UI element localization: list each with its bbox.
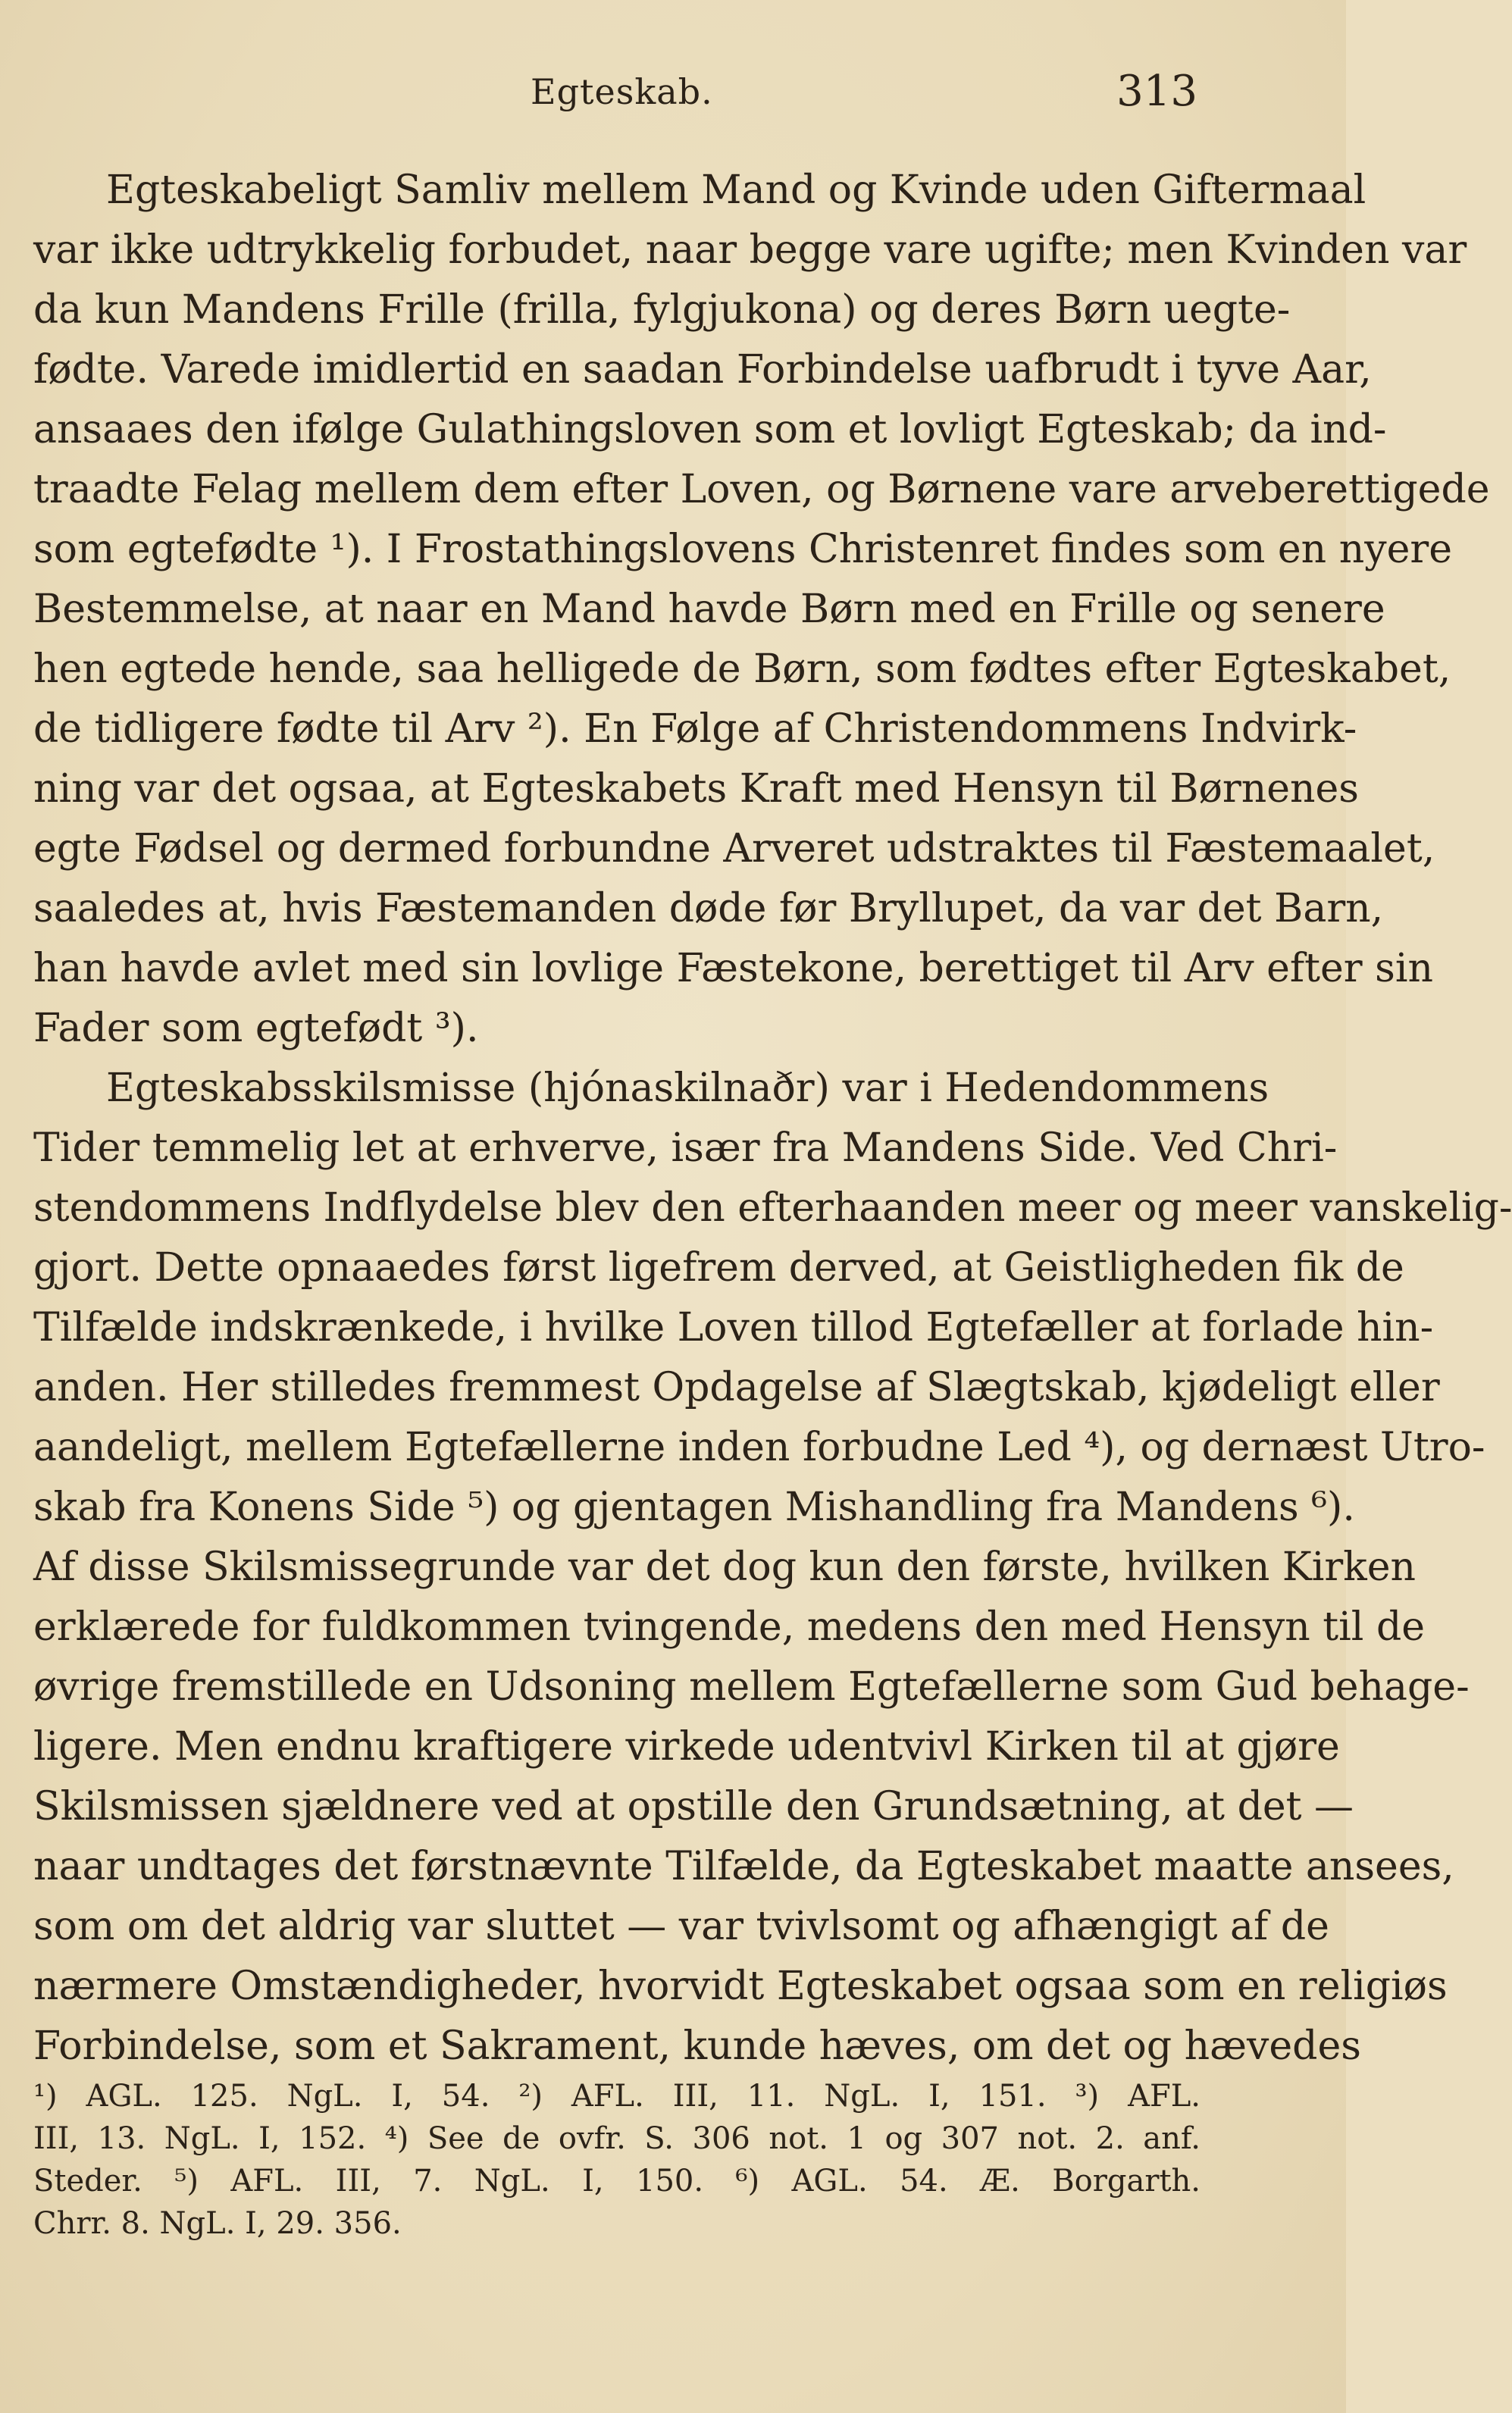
footnote-line: Steder. ⁵) AFL. III, 7. NgL. I, 150. ⁶) AGL. 54. Æ. Borgarth. — [33, 2164, 1201, 2199]
text-line: ning var det ogsaa, at Egteskabets Kraft med Hensyn til Børnenes — [33, 766, 1359, 812]
text-line: erklærede for fuldkommen tvingende, medens den med Hensyn til de — [33, 1604, 1426, 1650]
text-line: gjort. Dette opnaaedes først ligefrem derved, at Geistligheden fik de — [33, 1245, 1404, 1291]
text-line: Bestemmelse, at naar en Mand havde Børn med en Frille og senere — [33, 587, 1385, 632]
text-line: hen egtede hende, saa helligede de Børn, som fødtes efter Egteskabet, — [33, 646, 1451, 692]
text-line: som egtefødte ¹). I Frostathingslovens Christenret findes som en nyere — [33, 527, 1452, 572]
text-line: da kun Mandens Frille (frilla, fylgjukona) og deres Børn uegte- — [33, 287, 1291, 333]
text-line: Forbindelse, som et Sakrament, kunde hæves, om det og hævedes — [33, 2023, 1361, 2069]
text-line: traadte Felag mellem dem efter Loven, og Børnene vare arveberettigede — [33, 467, 1490, 512]
text-line: aandeligt, mellem Egtefællerne inden forbudne Led ⁴), og dernæst Utro- — [33, 1425, 1485, 1470]
text-line: saaledes at, hvis Fæstemanden døde før Bryllupet, da var det Barn, — [33, 886, 1384, 931]
page-header — [0, 67, 1346, 127]
footnote-line: Chrr. 8. NgL. I, 29. 356. — [33, 2206, 402, 2241]
text-line: de tidligere fødte til Arv ²). En Følge af Christendommens Indvirk- — [33, 706, 1357, 752]
text-line: Egteskabeligt Samliv mellem Mand og Kvinde uden Giftermaal — [106, 167, 1366, 213]
text-line: fødte. Varede imidlertid en saadan Forbindelse uafbrudt i tyve Aar, — [33, 347, 1372, 393]
text-line: var ikke udtrykkelig forbudet, naar begge vare ugifte; men Kvinden var — [33, 227, 1467, 273]
page-number: 313 — [1116, 67, 1197, 116]
running-title: Egteskab. — [531, 71, 713, 112]
text-line: han havde avlet med sin lovlige Fæstekone, berettiget til Arv efter sin — [33, 946, 1433, 991]
text-line: skab fra Konens Side ⁵) og gjentagen Mishandling fra Mandens ⁶). — [33, 1485, 1355, 1530]
text-line: Tilfælde indskrænkede, i hvilke Loven tillod Egtefæller at forlade hin- — [33, 1305, 1434, 1350]
footnotes — [33, 2075, 1201, 2245]
text-line: ansaaes den ifølge Gulathingsloven som et lovligt Egteskab; da ind- — [33, 407, 1387, 452]
text-line: Fader som egtefødt ³). — [33, 1006, 479, 1051]
text-line: Egteskabsskilsmisse (hjónaskilnaðr) var i Hedendommens — [106, 1066, 1269, 1111]
text-line: som om det aldrig var sluttet — var tvivlsomt og afhængigt af de — [33, 1904, 1329, 1949]
text-line: ligere. Men endnu kraftigere virkede udentvivl Kirken til at gjøre — [33, 1724, 1340, 1770]
text-line: naar undtages det førstnævnte Tilfælde, da Egteskabet maatte ansees, — [33, 1844, 1454, 1889]
text-line: nærmere Omstændigheder, hvorvidt Egteskabet ogsaa som en religiøs — [33, 1964, 1448, 2009]
text-line: egte Fødsel og dermed forbundne Arveret udstraktes til Fæstemaalet, — [33, 826, 1435, 872]
text-line: øvrige fremstillede en Udsoning mellem Egtefællerne som Gud behage- — [33, 1664, 1470, 1710]
text-line: Skilsmissen sjældnere ved at opstille den Grundsætning, at det — — [33, 1784, 1354, 1829]
text-line: stendommens Indflydelse blev den efterhaanden meer og meer vanskelig- — [33, 1185, 1512, 1231]
footnote-line: ¹) AGL. 125. NgL. I, 54. ²) AFL. III, 11. NgL. I, 151. ³) AFL. — [33, 2079, 1201, 2114]
text-line: Af disse Skilsmissegrunde var det dog kun den første, hvilken Kirken — [33, 1545, 1417, 1590]
body-text — [33, 161, 1512, 2077]
text-line: Tider temmelig let at erhverve, især fra Mandens Side. Ved Chri- — [33, 1125, 1338, 1171]
footnote-line: III, 13. NgL. I, 152. ⁴) See de ovfr. S. 306 not. 1 og 307 not. 2. anf. — [33, 2121, 1201, 2156]
text-line: anden. Her stilledes fremmest Opdagelse af Slægtskab, kjødeligt eller — [33, 1365, 1440, 1410]
